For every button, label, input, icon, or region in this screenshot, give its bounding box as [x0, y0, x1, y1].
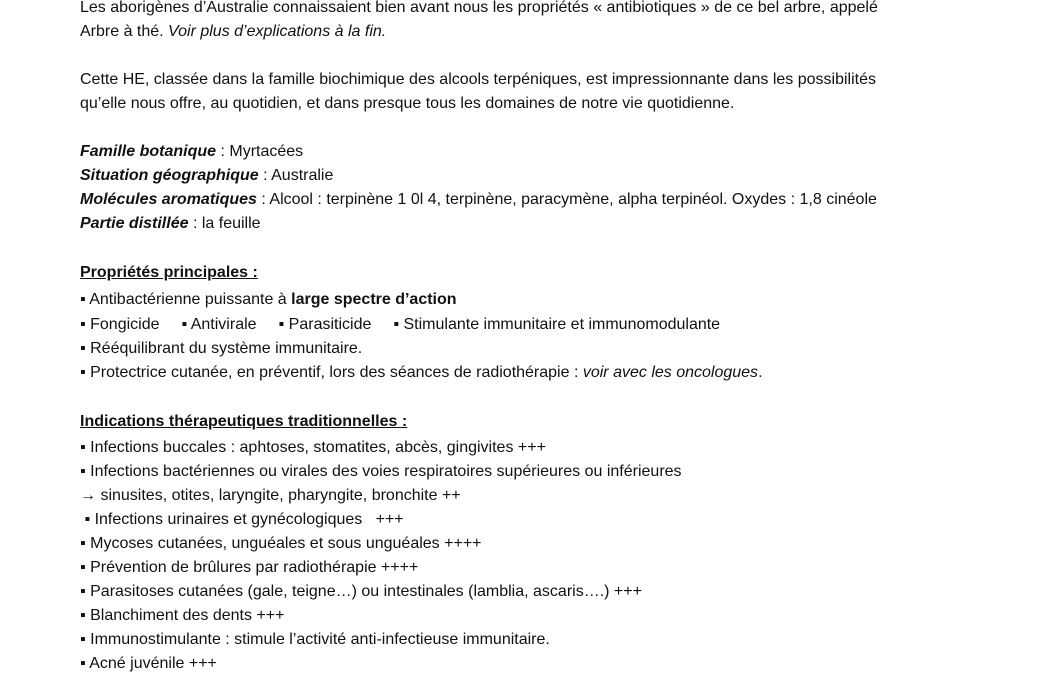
- property-note: voir avec les oncologues: [582, 364, 759, 381]
- property-end: .: [758, 364, 763, 381]
- fact-separator: :: [256, 191, 270, 208]
- property-parasiticide: ▪ Parasiticide: [278, 316, 372, 333]
- property-item: [80, 363, 763, 383]
- property-item: ▪ Rééquilibrant du système immunitaire.: [80, 340, 363, 357]
- indication-item: ▪ Mycoses cutanées, unguéales et sous unguéales ++++: [80, 535, 482, 552]
- intro-line-2: [80, 22, 386, 42]
- indication-item: ▪ Infections bactériennes ou virales des voies respiratoires supérieures ou inférieures: [80, 463, 682, 480]
- fact-distilled-part: [80, 214, 261, 234]
- fact-value: Myrtacées: [229, 143, 304, 160]
- intro-line-2-note: Voir plus d’explications à la fin.: [168, 23, 387, 40]
- property-item: [80, 290, 457, 310]
- fact-label: Situation géographique: [80, 167, 259, 184]
- indication-item: ▪ Acné juvénile +++: [80, 655, 217, 672]
- fact-value: Alcool : terpinène 1 0l 4, terpinène, paracymène, alpha terpinéol. Oxydes : 1,8 cinéole: [269, 191, 877, 208]
- intro-line-4: qu’elle nous offre, au quotidien, et dans presque tous les domaines de notre vie quotidienne.: [80, 95, 735, 112]
- property-fongicide: ▪ Fongicide: [80, 316, 160, 333]
- indication-item: ▪ Infections buccales : aphtoses, stomatites, abcès, gingivites +++: [80, 439, 546, 456]
- fact-value: Australie: [271, 167, 334, 184]
- fact-separator: :: [258, 167, 272, 184]
- fact-label: Famille botanique: [80, 143, 217, 160]
- intro-line-1: Les aborigènes d’Australie connaissaient bien avant nous les propriétés « antibiotiques » de ce bel arbre, appelé: [80, 0, 878, 16]
- fact-botanical-family: [80, 142, 303, 162]
- intro-line-3: Cette HE, classée dans la famille biochimique des alcools terpéniques, est impressionnante dans les possibilités: [80, 71, 876, 88]
- property-item-row: [80, 315, 720, 335]
- indication-item: ▪ Prévention de brûlures par radiothérapie ++++: [80, 559, 419, 576]
- property-immunostimulant: ▪ Stimulante immunitaire et immunomodulante: [393, 316, 721, 333]
- fact-geographic-location: [80, 166, 333, 186]
- property-text: ▪ Antibactérienne puissante à: [80, 291, 292, 308]
- properties-heading: Propriétés principales :: [80, 264, 258, 281]
- fact-aromatic-molecules: [80, 190, 877, 210]
- fact-separator: :: [216, 143, 230, 160]
- indication-subitem: → sinusites, otites, laryngite, pharyngite, bronchite ++: [80, 487, 461, 504]
- indication-item: ▪ Immunostimulante : stimule l’activité anti-infectieuse immunitaire.: [80, 631, 550, 648]
- fact-label: Molécules aromatiques: [80, 191, 257, 208]
- fact-separator: :: [188, 215, 202, 232]
- indication-item: ▪ Parasitoses cutanées (gale, teigne…) ou intestinales (lamblia, ascaris….) +++: [80, 583, 642, 600]
- fact-label: Partie distillée: [80, 215, 189, 232]
- fact-value: la feuille: [201, 215, 261, 232]
- property-antivirale: ▪ Antivirale: [181, 316, 257, 333]
- property-text: ▪ Protectrice cutanée, en préventif, lors des séances de radiothérapie :: [80, 364, 583, 381]
- property-emphasis: large spectre d’action: [291, 291, 457, 308]
- indication-item: ▪ Infections urinaires et gynécologiques +++: [80, 511, 404, 528]
- indications-heading: Indications thérapeutiques traditionnelles :: [80, 413, 408, 430]
- indication-item: ▪ Blanchiment des dents +++: [80, 607, 285, 624]
- intro-line-2-text: Arbre à thé.: [80, 23, 169, 40]
